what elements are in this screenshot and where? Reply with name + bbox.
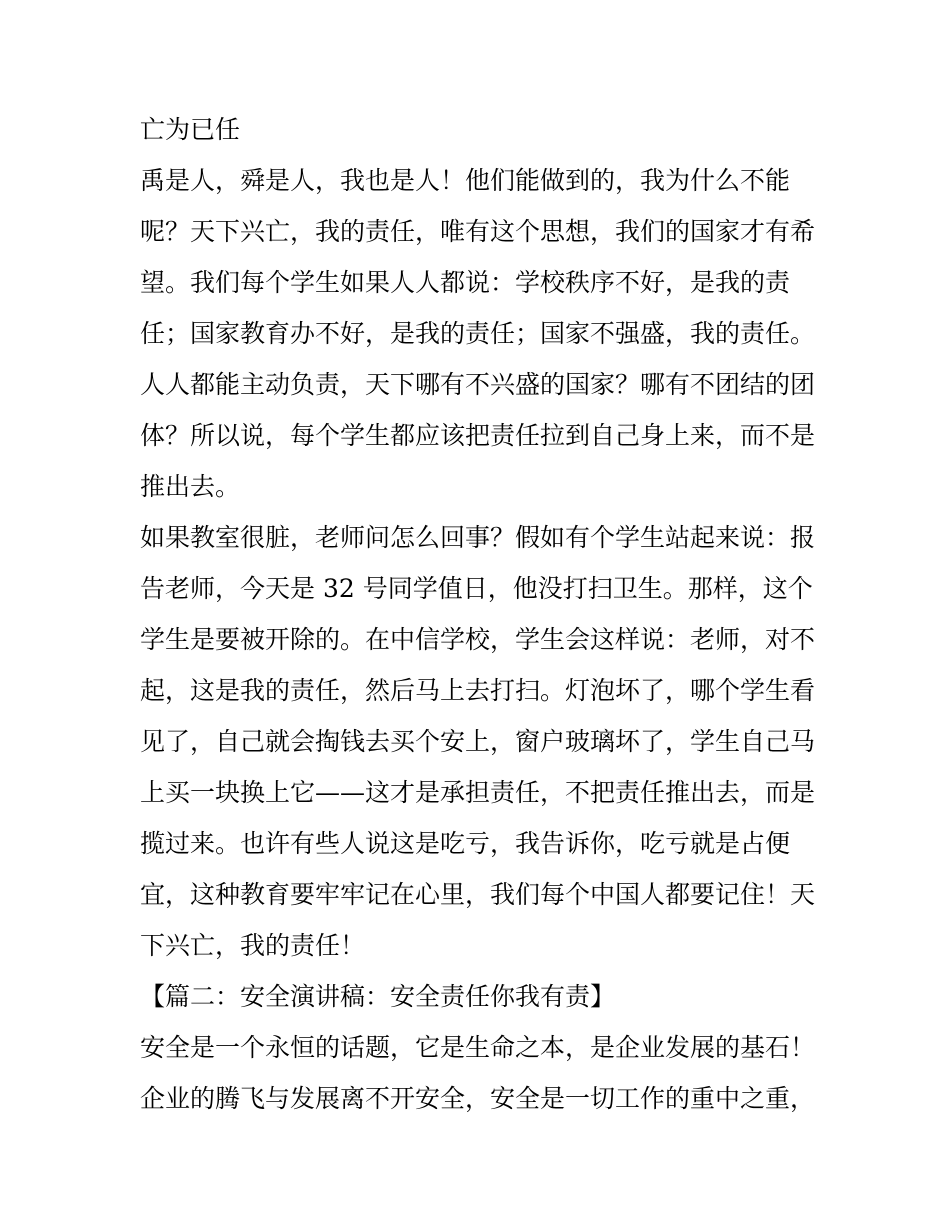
text-line: 呢？天下兴亡，我的责任，唯有这个思想，我们的国家才有希 [140,217,816,246]
text-line: 体？所以说，每个学生都应该把责任拉到自己身上来，而不是 [140,421,816,450]
text-line: 下兴亡，我的责任！ [140,931,366,960]
text-line: 望。我们每个学生如果人人都说：学校秩序不好，是我的责 [140,268,791,297]
text-line: 推出去。 [140,472,241,501]
text-line: 揽过来。也许有些人说这是吃亏，我告诉你，吃亏就是占便 [140,829,791,858]
text-line: 起，这是我的责任，然后马上去打扫。灯泡坏了，哪个学生看 [140,676,816,705]
text-line: 宜，这种教育要牢牢记在心里，我们每个中国人都要记住！天 [140,880,816,909]
text-line: 上买一块换上它——这才是承担责任，不把责任推出去，而是 [140,778,816,807]
text-line: 如果教室很脏，老师问怎么回事？假如有个学生站起来说：报 [140,523,816,552]
text-line: 任；国家教育办不好，是我的责任；国家不强盛，我的责任。 [140,319,816,348]
text-line: 学生是要被开除的。在中信学校，学生会这样说：老师，对不 [140,625,816,654]
text-line: 企业的腾飞与发展离不开安全，安全是一切工作的重中之重， [140,1084,816,1113]
text-line: 见了，自己就会掏钱去买个安上，窗户玻璃坏了，学生自己马 [140,727,816,756]
text-line: 亡为已任 [140,115,241,144]
section-heading: 【篇二：安全演讲稿：安全责任你我有责】 [140,982,616,1011]
text-line: 告老师，今天是 32 号同学值日，他没打扫卫生。那样，这个 [140,574,813,603]
text-line: 人人都能主动负责，天下哪有不兴盛的国家？哪有不团结的团 [140,370,816,399]
text-line: 安全是一个永恒的话题，它是生命之本，是企业发展的基石！ [140,1033,816,1062]
text-line: 禹是人，舜是人，我也是人！他们能做到的，我为什么不能 [140,166,791,195]
